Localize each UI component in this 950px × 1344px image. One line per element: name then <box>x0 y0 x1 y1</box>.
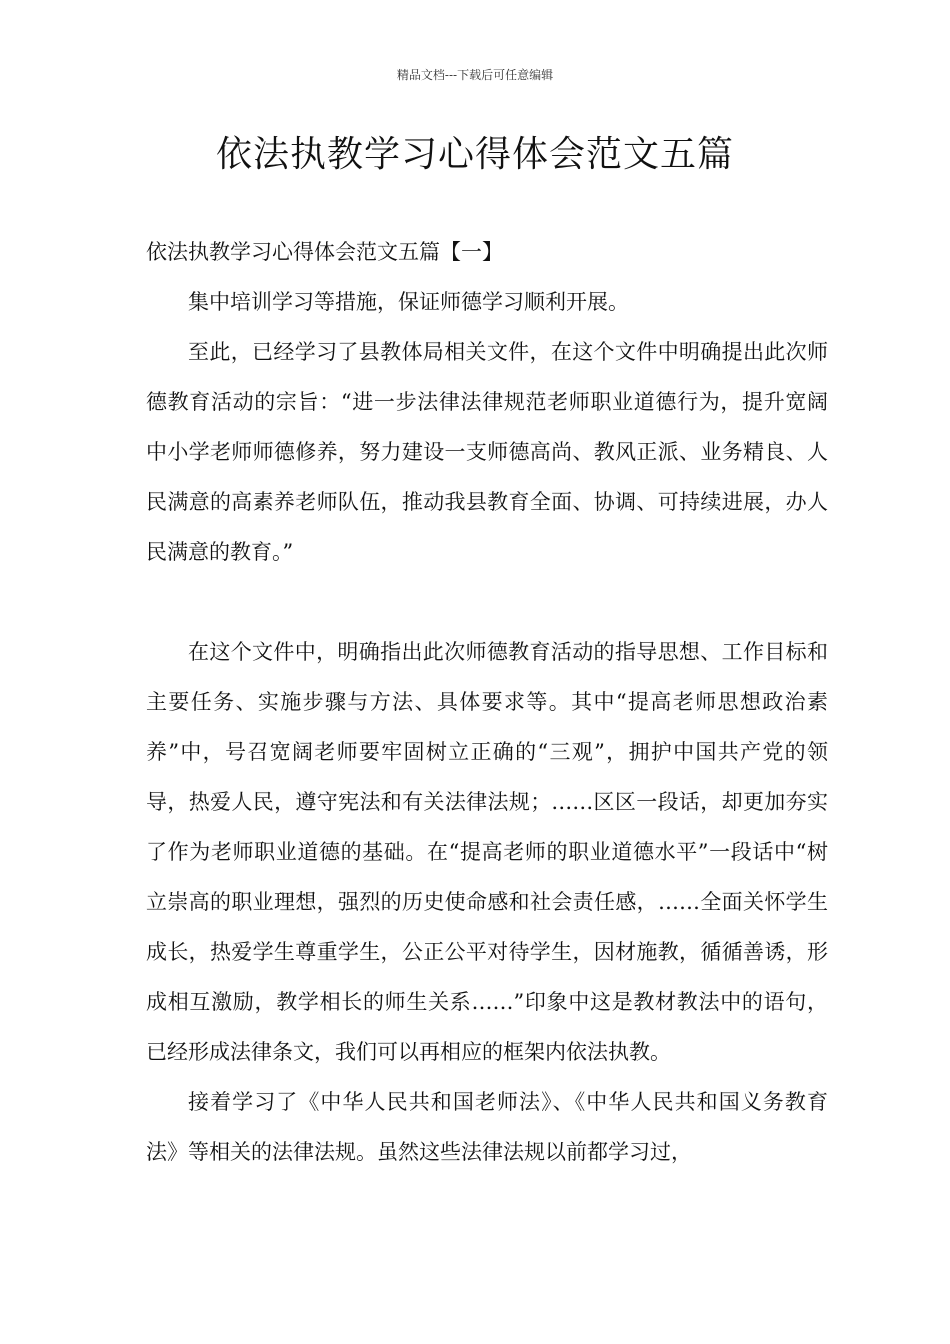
paragraph: 在这个文件中，明确指出此次师德教育活动的指导思想、工作目标和主要任务、实施步骤与方法、具体要求等。其中“提高老师思想政治素养”中，号召宽阔老师要牢固树立正确的“三观”，拥护中国共产党的领导，热爱人民，遵守宪法和有关法律法规；……区区一段话，却更加夯实了作为老师职业道德的基础。在“提高老师的职业道德水平”一段话中“树立崇高的职业理想，强烈的历史使命感和社会责任感，……全面关怀学生成长，热爱学生尊重学生，公正公平对待学生，因材施教，循循善诱，形成相互激励，教学相长的师生关系……”印象中这是教材教法中的语句，已经形成法律条文，我们可以再相应的框架内依法执教。 <box>146 640 828 1064</box>
paragraph: 集中培训学习等措施，保证师德学习顺利开展。 <box>188 290 629 314</box>
document-body <box>146 227 828 1177</box>
paragraph: 至此，已经学习了县教体局相关文件，在这个文件中明确提出此次师德教育活动的宗旨：“进一步法律法律规范老师职业道德行为，提升宽阔中小学老师师德修养，努力建设一支师德高尚、教风正派、业务精良、人民满意的高素养老师队伍，推动我县教育全面、协调、可持续进展，办人民满意的教育。” <box>146 340 828 564</box>
section-heading: 依法执教学习心得体会范文五篇【一】 <box>146 240 503 264</box>
paragraph: 接着学习了《中华人民共和国老师法》、《中华人民共和国义务教育法》等相关的法律法规。虽然这些法律法规以前都学习过， <box>146 1090 828 1164</box>
document-title: 依法执教学习心得体会范文五篇 <box>215 134 734 175</box>
header-note: 精品文档---下载后可任意编辑 <box>396 68 554 82</box>
paragraph-gap <box>146 577 828 627</box>
